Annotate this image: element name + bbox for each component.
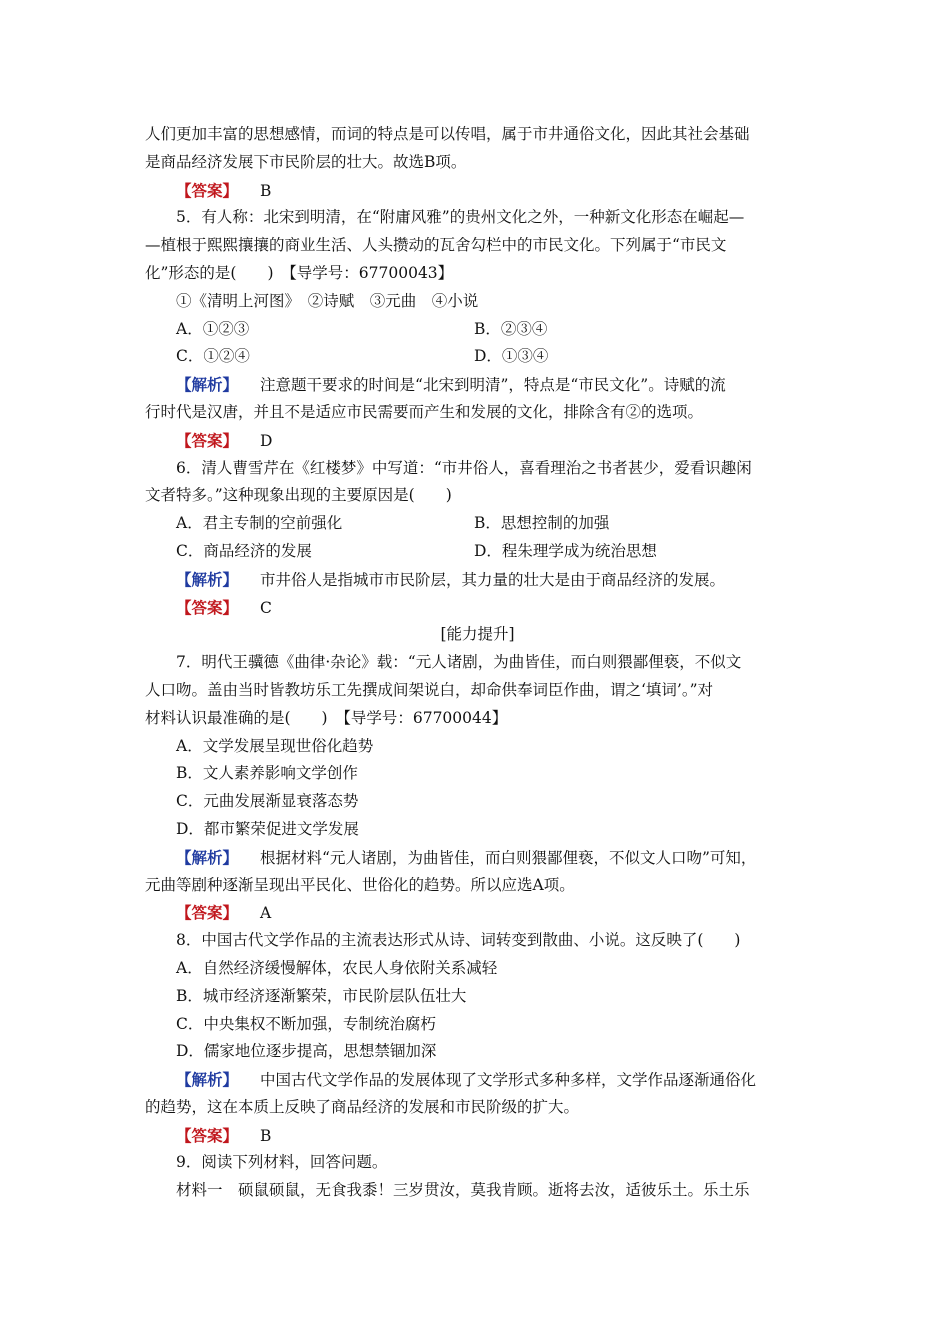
question-stem: 人口吻。盖由当时皆教坊乐工先撰成间架说白，却命供奉词臣作曲，谓之‘填词’。”对 [145,680,714,699]
analysis-text: 市井俗人是指城市市民阶层，其力量的壮大是由于商品经济的发展。 [260,570,726,589]
option-b: B．城市经济逐渐繁荣，市民阶层队伍壮大 [176,986,467,1005]
document-page [145,121,810,1205]
analysis-text: 元曲等剧种逐渐呈现出平民化、世俗化的趋势。所以应选A项。 [145,875,575,894]
analysis-tag: 【解析】 [176,569,239,589]
option-c: C．中央集权不断加强，专制统治腐朽 [176,1014,436,1033]
answer-value: A [260,904,272,923]
section-heading: [能力提升] [440,625,515,644]
option-a: A．文学发展呈现世俗化趋势 [176,736,374,755]
question-stem: 材料认识最准确的是( ) 【导学号：67700044】 [145,708,508,727]
option-c: C．①②④ [176,347,250,366]
option-a: A．君主专制的空前强化 [176,514,343,533]
analysis-tag: 【解析】 [176,847,239,867]
option-row [145,538,810,566]
option-b: B．思想控制的加强 [474,514,610,533]
answer-line [145,177,810,205]
answer-value: C [260,598,272,617]
analysis-line [145,844,810,872]
analysis-line [145,1066,810,1094]
question-stem: 5．有人称：北宋到明清，在“附庸风雅”的贵州文化之外，一种新文化形态在崛起— [176,208,745,227]
analysis-text: 中国古代文学作品的发展体现了文学形式多种多样，文学作品逐渐通俗化 [260,1071,757,1090]
option-b: B．文人素养影响文学创作 [176,764,358,783]
answer-tag: 【答案】 [176,180,239,200]
option-row [145,343,810,371]
answer-value: B [260,1126,272,1145]
analysis-tag: 【解析】 [176,375,239,395]
analysis-tag: 【解析】 [176,1070,239,1090]
text-line: 人们更加丰富的思想感情，而词的特点是可以传唱，属于市井通俗文化，因此其社会基础 [145,125,750,143]
option-a: A．自然经济缓慢解体，农民人身依附关系减轻 [176,958,498,977]
option-d: D．儒家地位逐步提高，思想禁锢加深 [176,1042,437,1061]
question-stem: —植根于熙熙攘攘的商业生活、人头攒动的瓦舍勾栏中的市民文化。下列属于“市民文 [145,236,727,255]
answer-tag: 【答案】 [176,430,239,450]
question-stem: 6．清人曹雪芹在《红楼梦》中写道：“市井俗人，喜看理治之书者甚少，爱看识趣闲 [176,458,752,477]
material-text: 材料一 硕鼠硕鼠，无食我黍！三岁贯汝，莫我肯顾。逝将去汝，适彼乐土。乐土乐 [176,1181,750,1200]
option-b: B．②③④ [474,319,548,338]
analysis-line [145,371,810,399]
analysis-line [145,566,810,594]
answer-line [145,427,810,455]
answer-value: D [260,431,273,450]
question-stem: 文者特多。”这种现象出现的主要原因是( ) [145,486,452,505]
text-line: 是商品经济发展下市民阶层的壮大。故选B项。 [145,152,467,171]
answer-line [145,899,810,927]
answer-tag: 【答案】 [176,1125,239,1145]
option-row [145,316,810,344]
question-stem: 7．明代王骥德《曲律·杂论》载：“元人诸剧，为曲皆佳，而白则猥鄙俚亵，不似文 [176,653,742,672]
analysis-text: 行时代是汉唐，并且不是适应市民需要而产生和发展的文化，排除含有②的选项。 [145,402,704,421]
option-d: D．都市繁荣促进文学发展 [176,819,359,838]
option-c: C．元曲发展渐显衰落态势 [176,792,359,811]
answer-value: B [260,181,272,200]
option-c: C．商品经济的发展 [176,541,312,560]
option-d: D．①③④ [474,347,549,366]
option-a: A．①②③ [176,319,250,338]
question-stem: 化”形态的是( ) 【导学号：67700043】 [145,263,454,282]
answer-tag: 【答案】 [176,903,239,923]
answer-line [145,1122,810,1150]
answer-line [145,594,810,622]
analysis-text: 注意题干要求的时间是“北宋到明清”，特点是“市民文化”。诗赋的流 [260,376,726,395]
question-stem: 9．阅读下列材料，回答问题。 [176,1153,388,1172]
question-items: ①《清明上河图》 ②诗赋 ③元曲 ④小说 [176,291,479,310]
analysis-text: 根据材料“元人诸剧，为曲皆佳，而白则猥鄙俚亵，不似文人口吻”可知， [260,848,757,867]
option-d: D．程朱理学成为统治思想 [474,541,657,560]
option-row [145,510,810,538]
analysis-text: 的趋势，这在本质上反映了商品经济的发展和市民阶级的扩大。 [145,1097,580,1116]
question-stem: 8．中国古代文学作品的主流表达形式从诗、词转变到散曲、小说。这反映了( ) [176,931,741,950]
answer-tag: 【答案】 [176,597,239,617]
